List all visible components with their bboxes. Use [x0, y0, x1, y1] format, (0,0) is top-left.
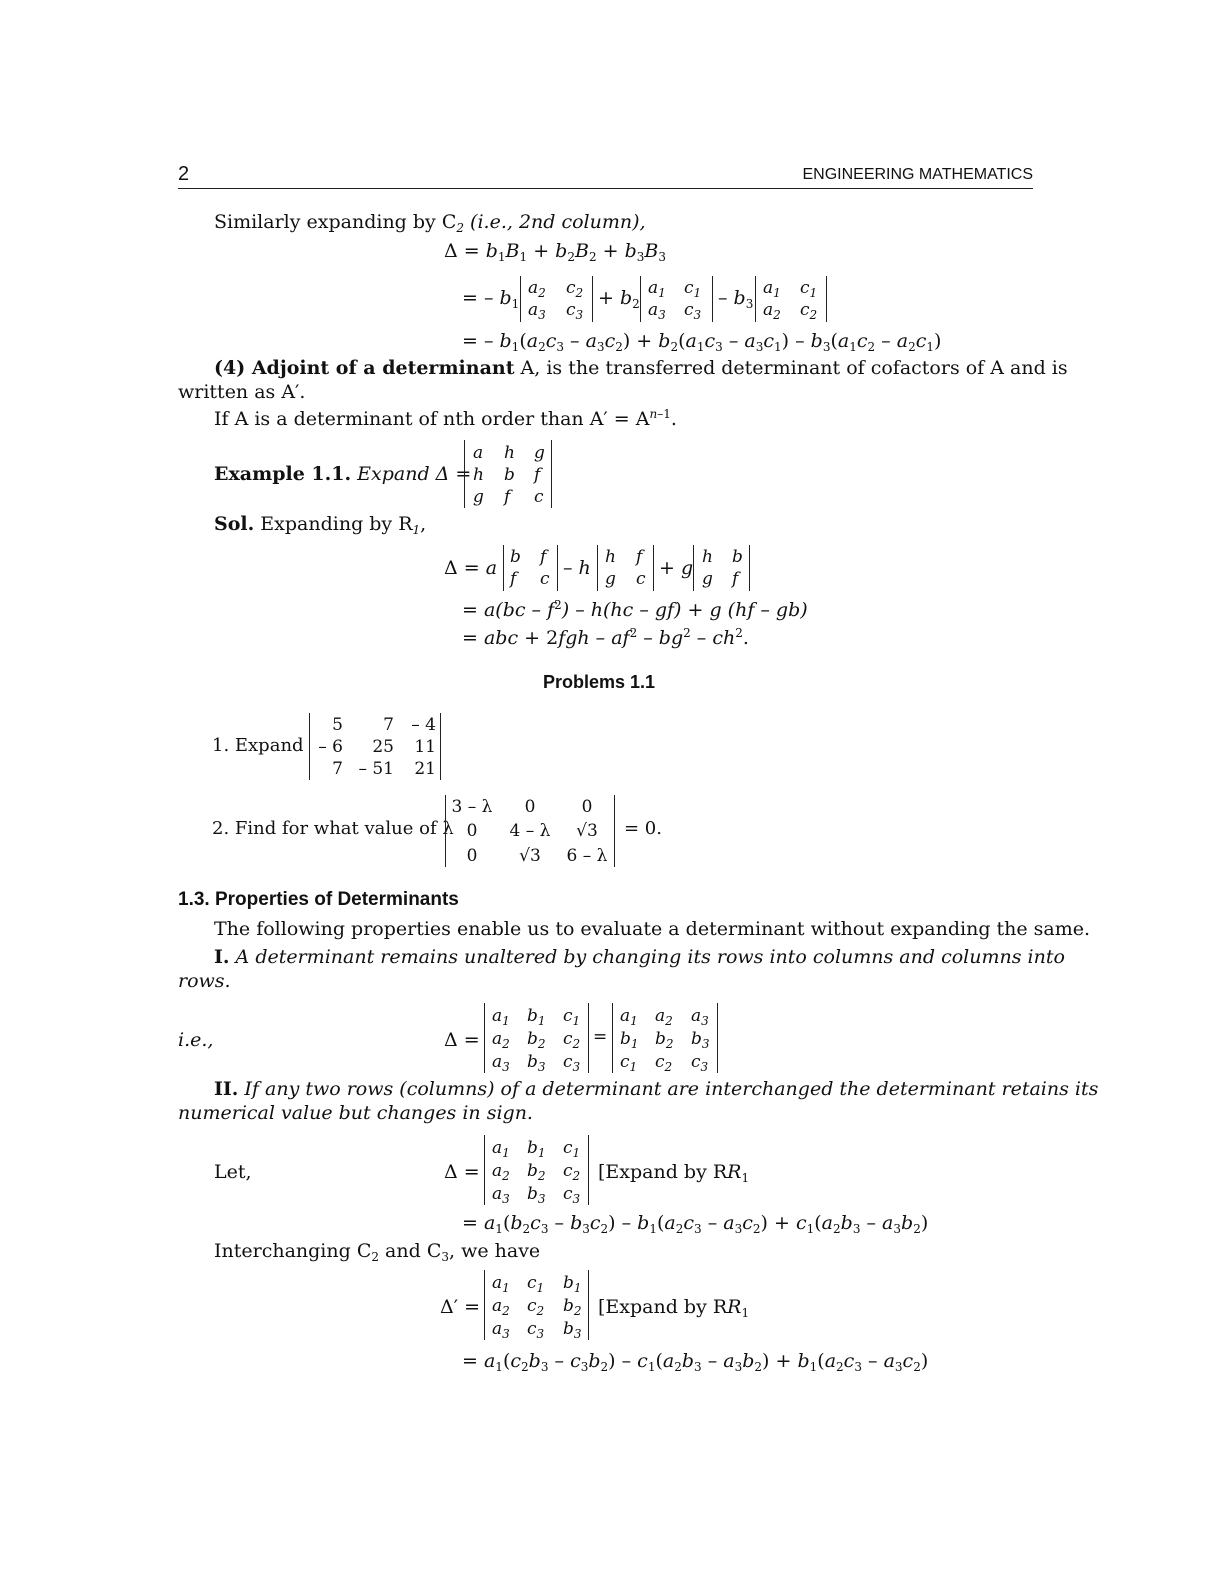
example-result: = abc + $2fgh - af^2 - bg^2 - ch^2$.	[462, 626, 749, 649]
properties-heading: 1.3. Properties of Determinants	[178, 889, 459, 910]
interchange-text: Interchanging $C_2$ and $C_3$, we have	[214, 1240, 541, 1264]
properties-intro: The following properties enable us to evaluate a determinant without expanding the same.	[214, 918, 1091, 940]
c2-expansion-line-3: = – $b_1(a_2c_3 - a_3c_2) + b_2(a_1c_3 - a_3c_1) - b_3(a_1c_2 - a_2c_1)$	[462, 330, 942, 354]
adjoint-order: If A is a determinant of nth order than $A' = A^{n-1}$.	[214, 407, 677, 430]
property-1: I. A determinant remains unaltered by changing its rows into columns and columns into	[214, 946, 1065, 968]
let-label: Let,	[214, 1161, 252, 1183]
problem-2-label: 2. Find for what value of λ	[212, 818, 454, 839]
adjoint-definition: (4) Adjoint of a determinant A, is the transferred determinant of cofactors of A and is	[214, 357, 1068, 379]
example-expansion-2: = $a(bc - f^2) - h(hc - gf) + g$ (hf – gb)	[462, 598, 808, 621]
solution-intro: Sol. Expanding by $R_1$,	[214, 513, 427, 537]
running-title: ENGINEERING MATHEMATICS	[802, 166, 1033, 183]
property-1-cont: rows.	[178, 970, 231, 992]
property-2-cont: numerical value but changes in sign.	[178, 1102, 533, 1124]
c2-intro: Similarly expanding by $C_2$ (i.e., 2nd column),	[214, 211, 646, 235]
example-label: Example 1.1. Expand Δ =	[214, 463, 472, 485]
c2-expansion-line-1: $\Delta = b_1B_1 + b_2B_2 + b_3B_3$	[444, 240, 666, 264]
page-number: 2	[178, 163, 190, 185]
problem-1-label: 1. Expand	[212, 735, 304, 756]
property-2: II. If any two rows (columns) of a determinant are interchanged the determinant retains its	[214, 1078, 1099, 1100]
adjoint-definition-cont: written as A′.	[178, 381, 306, 403]
problems-heading: Problems 1.1	[543, 672, 656, 692]
example-expansion-1: Δ = a	[444, 557, 498, 579]
expand-note-2: [Expand by $RR_1$	[598, 1296, 750, 1320]
ie-label: i.e.,	[178, 1029, 214, 1051]
c2-expansion-line-2-prefix: = – $b_1$	[462, 287, 520, 311]
delta-prime-expansion: = $a_1(c_2b_3 - c_3b_2) - c_1(a_2b_3 - a_3b_2) + b_1(a_2c_3 - a_3c_2)$	[462, 1350, 929, 1374]
expand-note-1: [Expand by $RR_1$	[598, 1161, 750, 1185]
header-rule	[178, 188, 1033, 189]
problem-2-suffix: = 0.	[624, 818, 662, 839]
delta-expansion: = $a_1(b_2c_3 - b_3c_2) - b_1(a_2c_3 - a_3c_2) + c_1(a_2b_3 - a_3b_2)$	[462, 1212, 929, 1236]
